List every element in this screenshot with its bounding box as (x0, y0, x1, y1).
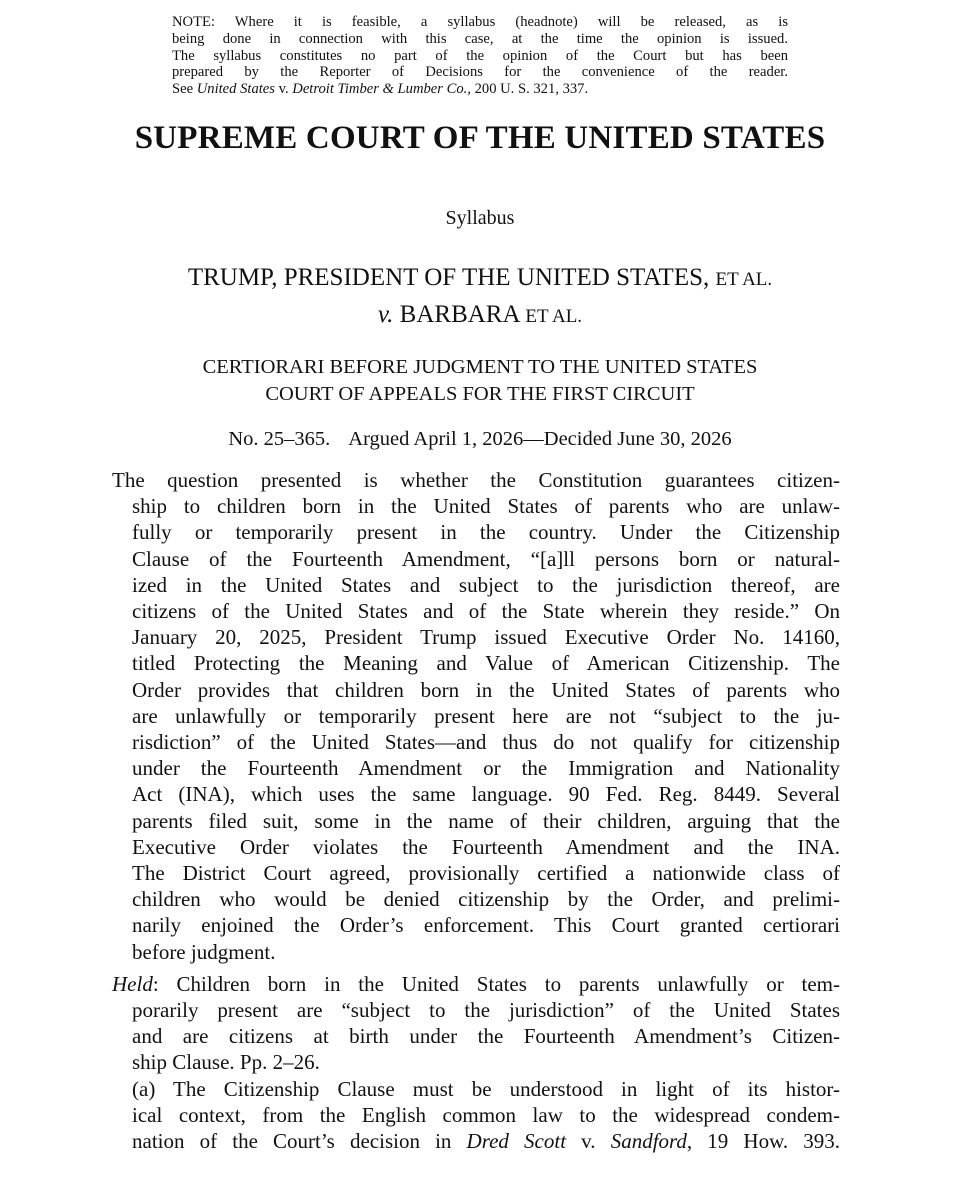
body-line-case-cite (112, 1128, 840, 1154)
notice-line: prepared by the Reporter of Decisions for the convenience of the reader. (172, 64, 788, 81)
court-title: SUPREME COURT OF THE UNITED STATES (134, 120, 826, 156)
body-line: risdiction” of the United States—and thus do not qualify for citizenship (132, 730, 840, 755)
see-signal: See (172, 81, 194, 98)
body-line: Clause of the Fourteenth Amendment, “[a]ll persons born or natural- (132, 546, 840, 571)
certiorari-line-1: CERTIORARI BEFORE JUDGMENT TO THE UNITED STATES (202, 356, 758, 378)
body-line: The District Court agreed, provisionally certified a nationwide class of (132, 861, 840, 886)
notice-line: being done in connection with this case, at the time the opinion is issued. (172, 30, 788, 47)
syllabus-body (112, 467, 840, 1154)
caption-line-2 (0, 297, 960, 334)
versus: v. (278, 81, 289, 98)
body-line: ship Clause. Pp. 2–26. (132, 1050, 320, 1075)
case-reporter: , 19 How. 393. (686, 1129, 841, 1154)
body-line: and are citizens at birth under the Fourteenth Amendment’s Citizen- (132, 1024, 840, 1049)
question-presented-paragraph (112, 467, 840, 965)
cited-case-party1: United States (196, 81, 275, 98)
body-line: January 20, 2025, President Trump issued Executive Order No. 14160, (132, 625, 840, 650)
cited-case-sandford: Sandford (610, 1129, 687, 1154)
body-text: nation of the Court’s decision in (132, 1129, 467, 1154)
body-line: ship to children born in the United States of parents who are unlaw- (132, 494, 840, 519)
body-line: parents filed suit, some in the name of their children, arguing that the (132, 808, 840, 833)
notice-line: NOTE: Where it is feasible, a syllabus (headnote) will be released, as is (172, 14, 788, 30)
body-line: ical context, from the English common law to the widespread condem- (132, 1102, 840, 1127)
petitioner-et-al: ET AL. (715, 269, 773, 290)
cited-case-party2: Detroit Timber & Lumber Co., (292, 81, 471, 98)
docket-line (0, 428, 960, 451)
respondent-et-al: ET AL. (525, 306, 583, 327)
notice-line: The syllabus constitutes no part of the opinion of the Court but has been (172, 47, 788, 64)
certiorari-heading (0, 354, 960, 408)
held-first-line (112, 971, 840, 997)
cited-case-reporter: 200 U. S. 321, 337. (474, 81, 589, 98)
docket-number: No. 25–365. (228, 428, 331, 450)
held-label: Held (112, 971, 153, 996)
body-line: fully or temporarily present in the country. Under the Citizenship (132, 520, 840, 545)
caption-versus: v. (377, 301, 394, 328)
caption-line-1 (0, 260, 960, 297)
body-line: titled Protecting the Meaning and Value of American Citizenship. The (132, 651, 840, 676)
cited-case-dred-scott: Dred Scott (466, 1129, 567, 1154)
headnote-notice (172, 14, 788, 98)
body-line: The question presented is whether the Constitution guarantees citizen- (112, 468, 840, 492)
body-line: porarily present are “subject to the jurisdiction” of the United States (132, 998, 840, 1023)
notice-citation-line (172, 81, 788, 98)
petitioner-name: TRUMP, PRESIDENT OF THE UNITED STATES, (187, 264, 710, 291)
body-line: Order provides that children born in the United States of parents who (132, 677, 840, 702)
body-line: ized in the United States and subject to the jurisdiction thereof, are (132, 572, 840, 597)
certiorari-line-2: COURT OF APPEALS FOR THE FIRST CIRCUIT (265, 383, 695, 405)
body-line: Act (INA), which uses the same language. 90 Fed. Reg. 8449. Several (132, 782, 840, 807)
body-line: before judgment. (132, 939, 276, 964)
body-line: citizens of the United States and of the State wherein they reside.” On (132, 599, 840, 624)
body-line: Executive Order violates the Fourteenth Amendment and the INA. (132, 834, 840, 859)
argued-decided-dates: Argued April 1, 2026—Decided June 30, 2026 (348, 428, 732, 450)
subparagraph-a (112, 1076, 840, 1155)
versus: v. (566, 1129, 611, 1154)
held-paragraph (112, 971, 840, 1076)
body-line: children who would be denied citizenship by the Order, and prelimi- (132, 887, 840, 912)
body-line: (a) The Citizenship Clause must be understood in light of its histor- (132, 1076, 840, 1101)
syllabus-label: Syllabus (445, 207, 515, 229)
body-line: under the Fourteenth Amendment or the Immigration and Nationality (132, 756, 840, 781)
body-line: are unlawfully or temporarily present here are not “subject to the ju- (132, 703, 840, 728)
body-line: narily enjoined the Order’s enforcement. This Court granted certiorari (132, 913, 840, 938)
respondent-name: BARBARA (399, 301, 520, 328)
case-caption (0, 260, 960, 334)
held-first-text: : Children born in the United States to parents unlawfully or tem- (152, 971, 840, 996)
